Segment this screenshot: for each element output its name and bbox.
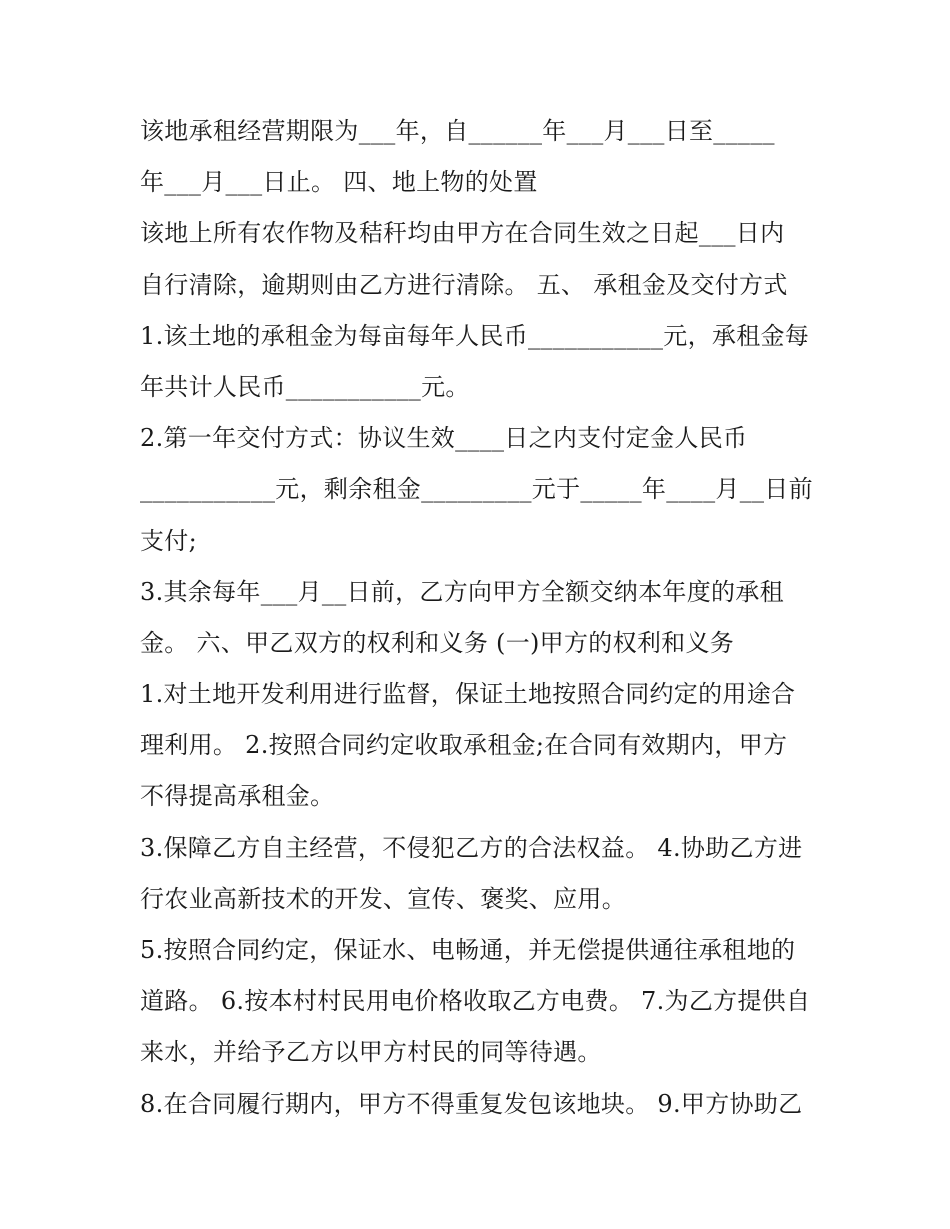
text-line: 道路。 6.按本村村民用电价格收取乙方电费。 7.为乙方提供自 <box>140 987 811 1016</box>
text-line: 8.在合同履行期内，甲方不得重复发包该地块。 9.甲方协助乙 <box>140 1089 803 1118</box>
text-line: 行农业高新技术的开发、宣传、褒奖、应用。 <box>140 884 626 913</box>
text-line: 该地承租经营期限为___年，自______年___月___日至_____ <box>140 117 775 145</box>
text-line: 2.第一年交付方式：协议生效____日之内支付定金人民币 <box>140 424 748 453</box>
text-line: 年共计人民币___________元。 <box>140 372 470 401</box>
text-line: 不得提高承租金。 <box>140 782 335 811</box>
text-line: 该地上所有农作物及秸秆均由甲方在合同生效之日起___日内 <box>140 219 785 248</box>
text-line: 来水，并给予乙方以甲方村民的同等待遇。 <box>140 1038 602 1067</box>
text-line: 1.对土地开发利用进行监督，保证土地按照合同约定的用途合 <box>140 680 796 709</box>
text-line: 自行清除，逾期则由乙方进行清除。 五、 承租金及交付方式 <box>140 270 788 299</box>
text-line: 理利用。 2.按照合同约定收取承租金;在合同有效期内，甲方 <box>140 731 788 760</box>
text-line: 金。 六、甲乙双方的权利和义务 (一)甲方的权利和义务 <box>140 628 735 657</box>
text-line: 支付; <box>140 526 197 555</box>
text-line: 3.其余每年___月__日前，乙方向甲方全额交纳本年度的承租 <box>140 577 784 606</box>
text-line: 年___月___日止。 四、地上物的处置 <box>140 168 538 197</box>
contract-body-text <box>140 106 820 1130</box>
text-line: 3.保障乙方自主经营，不侵犯乙方的合法权益。 4.协助乙方进 <box>140 833 803 862</box>
text-line: 1.该土地的承租金为每亩每年人民币___________元，承租金每 <box>140 321 810 350</box>
text-line: 5.按照合同约定，保证水、电畅通，并无偿提供通往承租地的 <box>140 936 796 964</box>
text-line: ___________元，剩余租金_________元于_____年____月__日前 <box>140 475 813 504</box>
